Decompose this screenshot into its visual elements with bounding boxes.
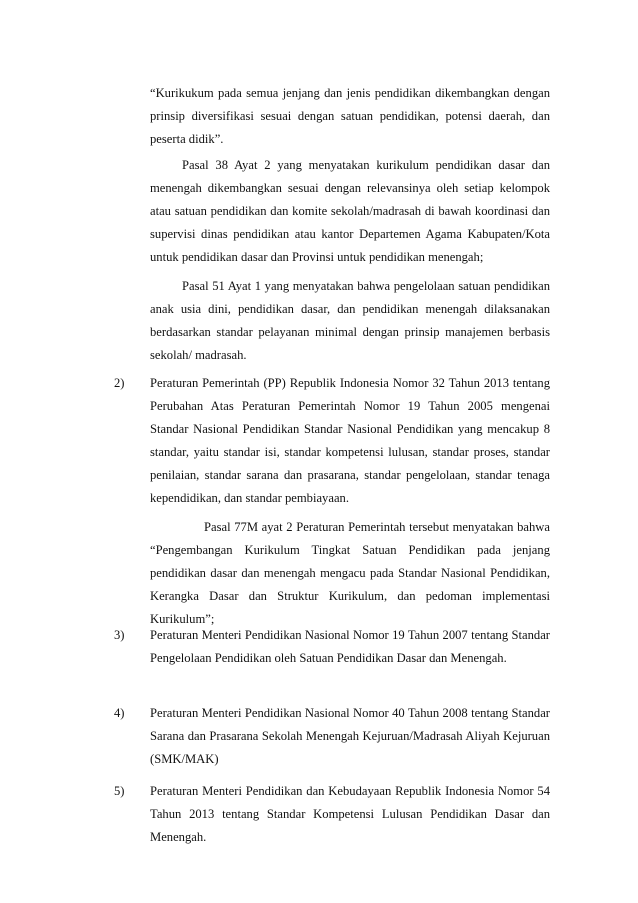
list-item-text: Peraturan Pemerintah (PP) Republik Indonesia Nomor 32 Tahun 2013 tentang Perubahan Atas Peraturan Pemerintah Nomor 19 Tahun 2005 mengenai Standar Nasional Pendidikan Standar Nasional Pendidikan yang mencakup 8 standar, yaitu standar isi, standar kompetensi lulusan, standar proses, standar penilaian, standar sarana dan prasarana, standar pengelolaan, standar tenaga kependidikan, dan standar pembiayaan. — [150, 376, 550, 505]
list-item-text: Peraturan Menteri Pendidikan dan Kebudayaan Republik Indonesia Nomor 54 Tahun 2013 tentang Standar Kompetensi Lulusan Pendidikan Dasar dan Menengah. — [150, 784, 550, 844]
list-item — [150, 702, 550, 771]
list-item — [150, 624, 550, 670]
list-number: 4) — [114, 706, 125, 720]
pasal-51-text: Pasal 51 Ayat 1 yang menyatakan bahwa pengelolaan satuan pendidikan anak usia dini, pendidikan dasar, dan pendidikan menengah dilaksanakan berdasarkan standar pelayanan minimal dengan prinsip manajemen berbasis sekolah/ madrasah. — [150, 279, 550, 362]
list-number: 5) — [114, 784, 125, 798]
quote-text: “Kurikukum pada semua jenjang dan jenis pendidikan dikembangkan dengan prinsip diversifikasi sesuai dengan satuan pendidikan, potensi daerah, dan peserta didik”. — [150, 86, 550, 146]
list-item-text: Peraturan Menteri Pendidikan Nasional Nomor 19 Tahun 2007 tentang Standar Pengelolaan Pendidikan oleh Satuan Pendidikan Dasar dan Menengah. — [150, 628, 550, 665]
list-item — [150, 780, 550, 849]
pasal-51-paragraph — [150, 275, 550, 367]
quote-paragraph — [150, 82, 550, 151]
pasal-38-text: Pasal 38 Ayat 2 yang menyatakan kurikulum pendidikan dasar dan menengah dikembangkan sesuai dengan relevansinya oleh setiap kelompok atau satuan pendidikan dan komite sekolah/madrasah di bawah koordinasi dan supervisi dinas pendidikan atau kantor Departemen Agama Kabupaten/Kota untuk pendidikan dasar dan Provinsi untuk pendidikan menengah; — [150, 158, 550, 264]
list-number: 3) — [114, 628, 125, 642]
pasal-77m-text: Pasal 77M ayat 2 Peraturan Pemerintah tersebut menyatakan bahwa “Pengembangan Kurikulum Tingkat Satuan Pendidikan pada jenjang pendidikan dasar dan menengah mengacu pada Standar Nasional Pendidikan, Kerangka Dasar dan Struktur Kurikulum, dan pedoman implementasi Kurikulum”; — [150, 520, 550, 626]
list-item-text: Peraturan Menteri Pendidikan Nasional Nomor 40 Tahun 2008 tentang Standar Sarana dan Prasarana Sekolah Menengah Kejuruan/Madrasah Aliyah Kejuruan (SMK/MAK) — [150, 706, 550, 766]
pasal-38-paragraph — [150, 154, 550, 269]
pasal-77m-paragraph — [150, 516, 550, 631]
list-number: 2) — [114, 376, 125, 390]
list-item — [150, 372, 550, 510]
